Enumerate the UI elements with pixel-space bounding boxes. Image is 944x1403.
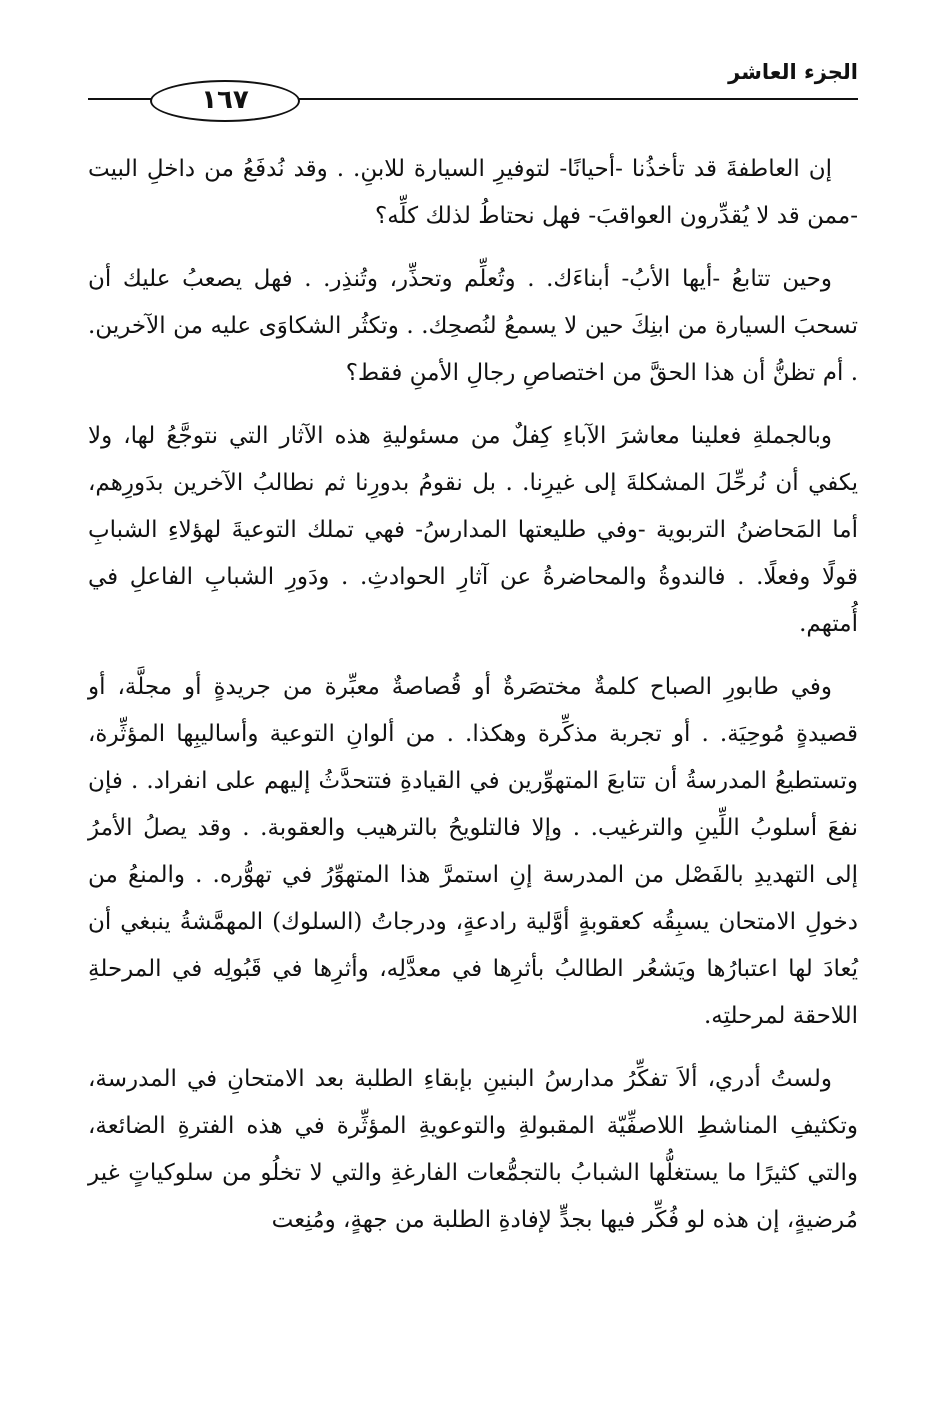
paragraph: ولستُ أدري، ألاَ تفكِّرُ مدارسُ البنينِ بإبقاءِ الطلبة بعد الامتحانِ في المدرسة، وتكثيفِ المناشطِ اللاصفِّيّة المقبولةِ والتوعويةِ المؤثِّرة في هذه الفترةِ الضائعة، والتي كثيرًا ما يستغلُّها الشبابُ بالتجمُّعات الفارغةِ والتي لا تخلُو من سلوكياتٍ غير مُرضيةٍ، إن هذه لو فُكِّر فيها بجدٍّ لإفادةِ الطلبة من جهةٍ، ومُنِعت [88, 1066, 858, 1233]
body-text [88, 146, 858, 1260]
page-header [88, 58, 858, 124]
page-number: ١٦٧ [150, 80, 300, 122]
paragraph: وبالجملةِ فعلينا معاشرَ الآباءِ كِفلٌ من مسئوليةِ هذه الآثار التي نتوجَّعُ لها، ولا يكفي أن نُرحِّلَ المشكلةَ إلى غيرِنا. . بل نقومُ بدورِنا ثم نطالبُ الآخرين بدَورِهم، أما المَحاضنُ التربوية -وفي طليعتها المدارسُ- فهي تملك التوعيةَ لهؤلاءِ الشبابِ قولًا وفعلًا. . فالندوةُ والمحاضرةُ عن آثارِ الحوادثِ. . ودَورِ الشبابِ الفاعلِ في أُمتهم. [88, 423, 858, 637]
paragraph: وفي طابورِ الصباح كلمةٌ مختصَرةٌ أو قُصاصةٌ معبِّرة من جريدةٍ أو مجلَّة، أو قصيدةٍ مُوحِيَة. . أو تجربة مذكِّرة وهكذا. . من ألوانِ التوعية وأساليبِها المؤثِّرة، وتستطيعُ المدرسةُ أن تتابعَ المتهوِّرين في القيادةِ فتتحدَّثُ إليهم على انفراد. . فإن نفعَ أسلوبُ اللِّينِ والترغيب. . وإلا فالتلويحُ بالترهيب والعقوبة. . وقد يصلُ الأمرُ إلى التهديدِ بالفَصْل من المدرسة إنِ استمرَّ هذا المتهوِّرُ في تهوُّره. . والمنعُ من دخولِ الامتحان يسبِقُه كعقوبةٍ أوَّلية رادعةٍ، ودرجاتُ (السلوك) المهمَّشةُ ينبغي أن يُعادَ لها اعتبارُها ويَشعُر الطالبُ بأثرِها في معدَّلِه، وأثرِها في قَبُولِه في المرحلةِ اللاحقة لمرحلتِه. [88, 674, 858, 1029]
paragraph: وحين تتابعُ -أيها الأبُ- أبناءَك. . وتُعلِّم وتحذِّر، وتُنذِر. . فهل يصعبُ عليك أن تسحبَ السيارة من ابنِكَ حين لا يسمعُ لنُصحِك. . وتكثُر الشكاوَى عليه من الآخرين. . أم تظنُّ أن هذا الحقَّ من اختصاصِ رجالِ الأمنِ فقط؟ [88, 266, 858, 386]
running-head: الجزء العاشر [728, 60, 858, 84]
paragraph: إن العاطفةَ قد تأخذُنا -أحيانًا- لتوفيرِ السيارة للابنِ. . وقد نُدفَعُ من داخلِ البيت -ممن قد لا يُقدِّرون العواقبَ- فهل نحتاطُ لذلك كلِّه؟ [88, 156, 858, 229]
